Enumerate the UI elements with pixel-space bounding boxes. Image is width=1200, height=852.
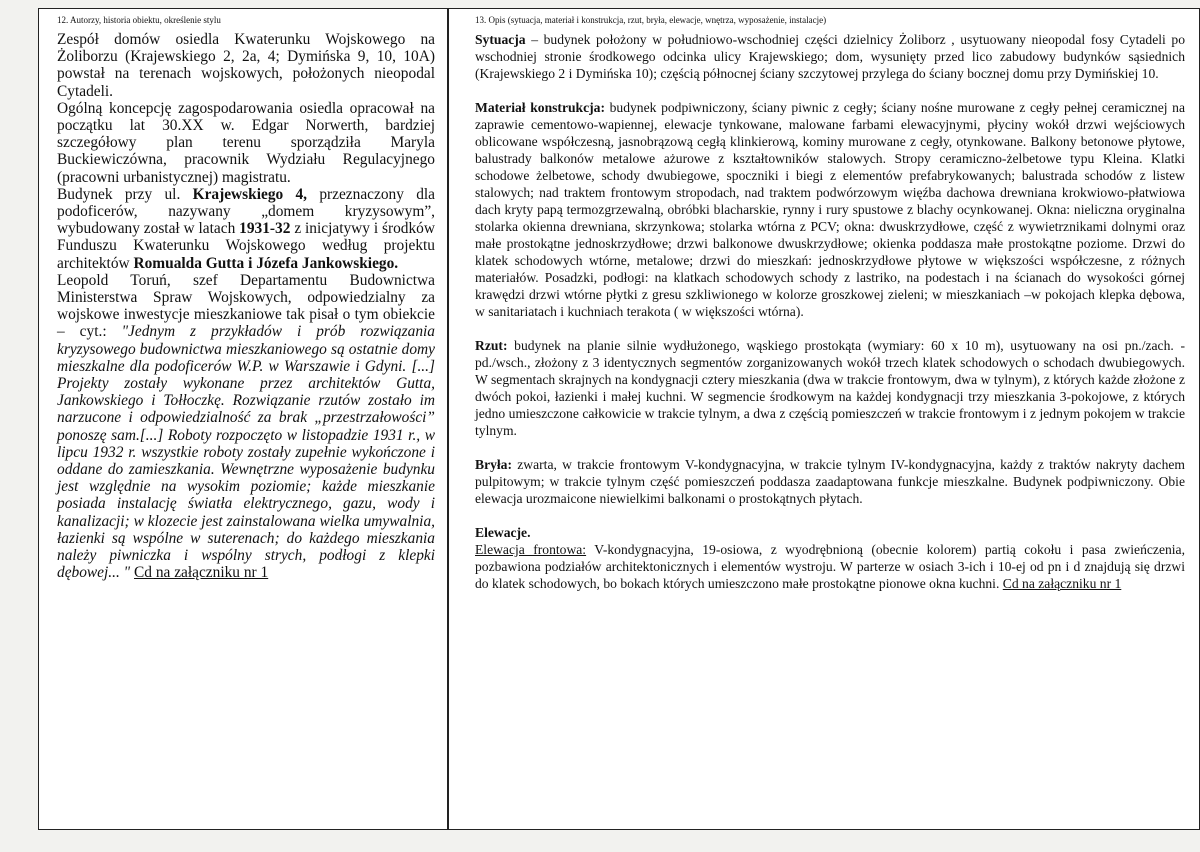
left-column-header: 12. Autorzy, historia obiektu, określenie stylu [57,15,221,25]
paragraph-estate: Zespół domów osiedla Kwaterunku Wojskowego na Żoliborzu (Krajewskiego 2, 2a, 4; Dymińska 9, 10, 10A) powstał na terenach wojskowych, położonych nieopodal Cytadeli. [57,31,435,100]
left-column-body [57,31,435,582]
section-text: budynek na planie silnie wydłużonego, wąskiego prostokąta (wymiary: 60 x 10 m), usytuowany na osi pn./zach. - pd./wsch., złożony z 3 identycznych segmentów zorganizowanych wokół trzech klatek schodowych o schodach dwubiegowych. W segmentach skrajnych na kondygnacji cztery mieszkania (dwa w trakcie frontowym, dwa w tylnym), z których każde złożone z dwóch pokoi, łazienki i małej kuchni. W segmencie środkowym na każdej kondygnacji trzy mieszkania 3-pokojowe, z których jedno umieszczone całkowicie w trakcie tylnym, a dwa z częścią pomieszczeń w trakcie frontowym i z jednym pokojem w trakcie tylnym. [475,338,1185,438]
section-rzut [475,337,1185,439]
left-column [39,9,447,829]
section-label: Materiał konstrukcja: [475,100,605,115]
document-sheet [38,8,1200,830]
text: przeznaczony dla podoficerów, nazywany „domem kryzysowym”, wybudowany został w latach [57,185,435,238]
appendix-link-right[interactable]: Cd na załączniku nr 1 [1002,576,1122,591]
section-text: V-kondygnacyjna, 19-osiowa, z wyodrębnioną (obecnie kolorem) partią cokołu i pasa zwieńczenia, pozbawiona podziałów architektonicznych i elementów wystroju. W parterze w osiach 3-ich i 10-ej od pn i d znajdują się drzwi do klatek schodowych, bo bokach których umieszczono małe prostokątne pionowe okna kuchni. [475,542,1185,591]
subsection-label: Elewacja frontowa: [475,542,587,557]
years-bold: 1931-32 [239,220,291,238]
section-elewacja-frontowa [475,541,1185,592]
right-column-body [475,31,1185,592]
right-column [449,9,1199,829]
section-text: – budynek położony w południowo-wschodniej części dzielnicy Żoliborz , usytuowany nieopodal fosy Cytadeli po wschodniej stronie środkowego odcinka ulicy Krajewskiego; dom, wysunięty przed lico zabudowy budynków sąsiednich (Krajewskiego 2 i Dymińska 10); częścią północnej ściany szczytowej przylega do ściany bocznej domu przy Dymińskiej 10. [475,32,1185,81]
architects-bold: Romualda Gutta i Józefa Jankowskiego. [133,254,399,272]
section-elewacje-label: Elewacje. [475,525,531,540]
right-column-header: 13. Opis (sytuacja, materiał i konstrukcja, rzut, bryła, elewacje, wnętrza, wyposażenie, instalacje) [475,15,827,25]
section-bryla [475,456,1185,507]
section-label: Bryła: [475,457,512,472]
paragraph-concept: Ogólną koncepcję zagospodarowania osiedla opracował na początku lat 30.XX w. Edgar Norwerth, bardziej szczegółowy plan terenu sporządziła Maryla Buckiewiczówna, pracownik Wydziału Regulacyjnego (pracowni urbanistycznej) magistratu. [57,99,435,186]
quote-italic: "Jednym z przykładów i prób rozwiązania kryzysowego budownictwa mieszkaniowego są ostatnie domy mieszkalne dla podoficerów W.P. w Warszawie i Gdyni. [...] Projekty zostały wykonane przez architektów Gutta, Jankowskiego i Tołłoczkę. Rozwiązanie rzutów zostało im narzucone i odpowiedzialność za brak „przestrzałowości” ponoszę sam.[...] Roboty rozpoczęto w listopadzie 1931 r., w lipcu 1932 r. wszystkie roboty zostały zupełnie wykończone i oddane do zamieszkania. Wewnętrzne wyposażenie budynku jest względnie na wysokim poziomie; każde mieszkanie posiada instalację światła elektrycznego, gazu, wody i kanalizacji; w klozecie jest zainstalowana wielka umywalnia, łazienki są wspólne w suterenach; do każdego mieszkania należy piwniczka i wspólny strych, podłogi z klepki dębowej... " [57,323,435,582]
appendix-link-left[interactable]: Cd na załączniku nr 1 [134,564,269,582]
text: z inicjatywy i środków Funduszu Kwaterunku Wojskowego według projektu architektów [57,220,435,272]
text: Budynek przy ul. [57,185,193,203]
section-sytuacja [475,31,1185,82]
address-bold: Krajewskiego 4, [192,185,308,203]
section-text: zwarta, w trakcie frontowym V-kondygnacyjna, w trakcie tylnym IV-kondygnacyjna, każdy z traktów nakryty dachem pulpitowym; w trakcie tylnym część pomieszczeń poddasza zaadaptowana funkcje mieszkalne. Budynek podpiwniczony. Obie elewacja urozmaicone niewielkimi balkonami o prostokątnych płytach. [475,457,1185,506]
text: Leopold Toruń, szef Departamentu Budownictwa Ministerstwa Spraw Wojskowych, odpowiedzialny za wojskowe inwestycje mieszkaniowe tak pisał o tym obiekcie – cyt.: [57,271,435,341]
paragraph-building [57,186,435,272]
paragraph-quote [57,272,435,582]
section-label: Sytuacja [475,32,526,47]
section-label: Rzut: [475,338,508,353]
section-material [475,99,1185,320]
section-text: budynek podpiwniczony, ściany piwnic z cegły; ściany nośne murowane z cegły pełnej ceramicznej na zaprawie cementowo-wapiennej, elewacje tynkowane, malowane farbami elewacyjnymi, płyciny wokół drzwi wejściowych oblicowane współczesną, jasnobrązową cegłą klinkierową, kominy murowane z cegły, otynkowane. Balkony betonowe płytowe, balustrady balkonów metalowe ażurowe z kształtowników stalowych. Stropy ceramiczno-żelbetowe typu Kleina. Klatki schodowe żelbetowe, schody dwubiegowe, spoczniki i biegi z elementów prefabrykowanych; balustrada schodów z listew stalowych; nad traktem frontowym stropodach, nad traktem podwórzowym więźba dachowa drewniana krokwiowo-płatwiowa dach kryty papą termozgrzewalną, obróbki blacharskie, rynny i rury spustowe z blachy ocynkowanej. Okna: nieliczna oryginalna stolarka okienna drewniana, skrzynkowa; stolarka wtórna z PCV; okna: dwuskrzydłowe, część z wywietrznikami dolnymi oraz małe prostokątne jednoskrzydłowe; drzwi balkonowe dwuskrzydłowe; okienka poddasza małe prostokątne poziome. Drzwi do klatek schodowych wtórne, metalowe; drzwi do mieszkań: jednoskrzydłowe płytowe w większości współczesne, z różnych materiałów. Posadzki, podłogi: na klatkach schodowych schody z lastriko, na podestach i na ścianach do wysokości górnej krawędzi drzwi wtórne płytki z gresu szkliwionego w kolorze groszkowej zieleni; w mieszkaniach –w pokojach klepka dębowa, w sanitariatach i kuchniach terakota ( w większości wtórna). [475,100,1185,319]
